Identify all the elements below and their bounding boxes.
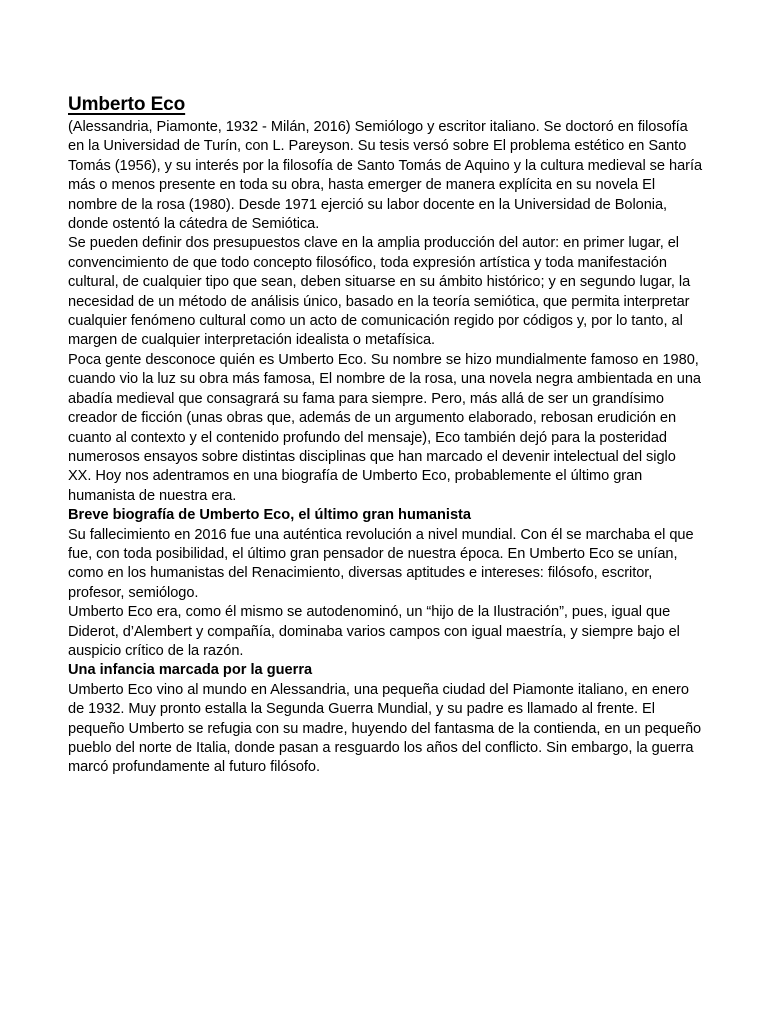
document-title: Umberto Eco (68, 94, 186, 115)
intro-paragraph-2: Se pueden definir dos presupuestos clave en la amplia producción del autor: en primer lugar, el convencimiento de que todo concepto filosófico, toda expresión artística y toda manifestación cultural, de cualquier tipo que sean, deben situarse en su ámbito histórico; y en segundo lugar, la necesidad de un método de análisis único, basado en la teoría semiótica, que permita interpretar cualquier fenómeno cultural como un acto de comunicación regido por códigos y, por lo tanto, al margen de cualquier interpretación idealista o metafísica. (68, 235, 691, 349)
section-heading-biography: Breve biografía de Umberto Eco, el último gran humanista (68, 507, 472, 524)
biography-paragraph-1: Su fallecimiento en 2016 fue una auténtica revolución a nivel mundial. Con él se marchaba el que fue, con toda posibilidad, el último gran pensador de nuestra época. En Umberto Eco se unían, como en los humanistas del Renacimiento, diversas aptitudes e intereses: filósofo, escritor, profesor, semiólogo. (68, 526, 694, 601)
intro-paragraph-3: Poca gente desconoce quién es Umberto Eco. Su nombre se hizo mundialmente famoso en 1980, cuando vio la luz su obra más famosa, El nombre de la rosa, una novela negra ambientada en una abadía medieval que consagrará su fama para siempre. Pero, más allá de ser un grandísimo creador de ficción (unas obras que, además de un argumento elaborado, rebosan erudición en cuanto al contexto y el contenido profundo del mensaje), Eco también dejó para la posteridad numerosos ensayos sobre distintas disciplinas que han marcado el devenir intelectual del siglo XX. Hoy nos adentramos en una biografía de Umberto Eco, probablemente el último gran humanista de nuestra era. (68, 351, 701, 504)
biography-paragraph-2: Umberto Eco era, como él mismo se autodenominó, un “hijo de la Ilustración”, pues, igual que Diderot, d’Alembert y compañía, dominaba varios campos con igual maestría, y siempre bajo el auspicio crítico de la razón. (68, 604, 680, 659)
childhood-paragraph-1: Umberto Eco vino al mundo en Alessandria, una pequeña ciudad del Piamonte italiano, en enero de 1932. Muy pronto estalla la Segunda Guerra Mundial, y su padre es llamado al frente. El pequeño Umberto se refugia con su madre, huyendo del fantasma de la contienda, en un pequeño pueblo del norte de Italia, donde pasan a resguardo los años del conflicto. Sin embargo, la guerra marcó profundamente al futuro filósofo. (68, 681, 702, 776)
document-page (68, 92, 702, 778)
intro-paragraph-1: (Alessandria, Piamonte, 1932 - Milán, 2016) Semiólogo y escritor italiano. Se doctoró en filosofía en la Universidad de Turín, con L. Pareyson. Su tesis versó sobre El problema estético en Santo Tomás (1956), y su interés por la filosofía de Santo Tomás de Aquino y la cultura medieval se haría más o menos presente en toda su obra, hasta emerger de manera explícita en su novela El nombre de la rosa (1980). Desde 1971 ejerció su labor docente en la Universidad de Bolonia, donde ostentó la cátedra de Semiótica. (68, 119, 703, 233)
section-heading-childhood: Una infancia marcada por la guerra (68, 662, 313, 679)
